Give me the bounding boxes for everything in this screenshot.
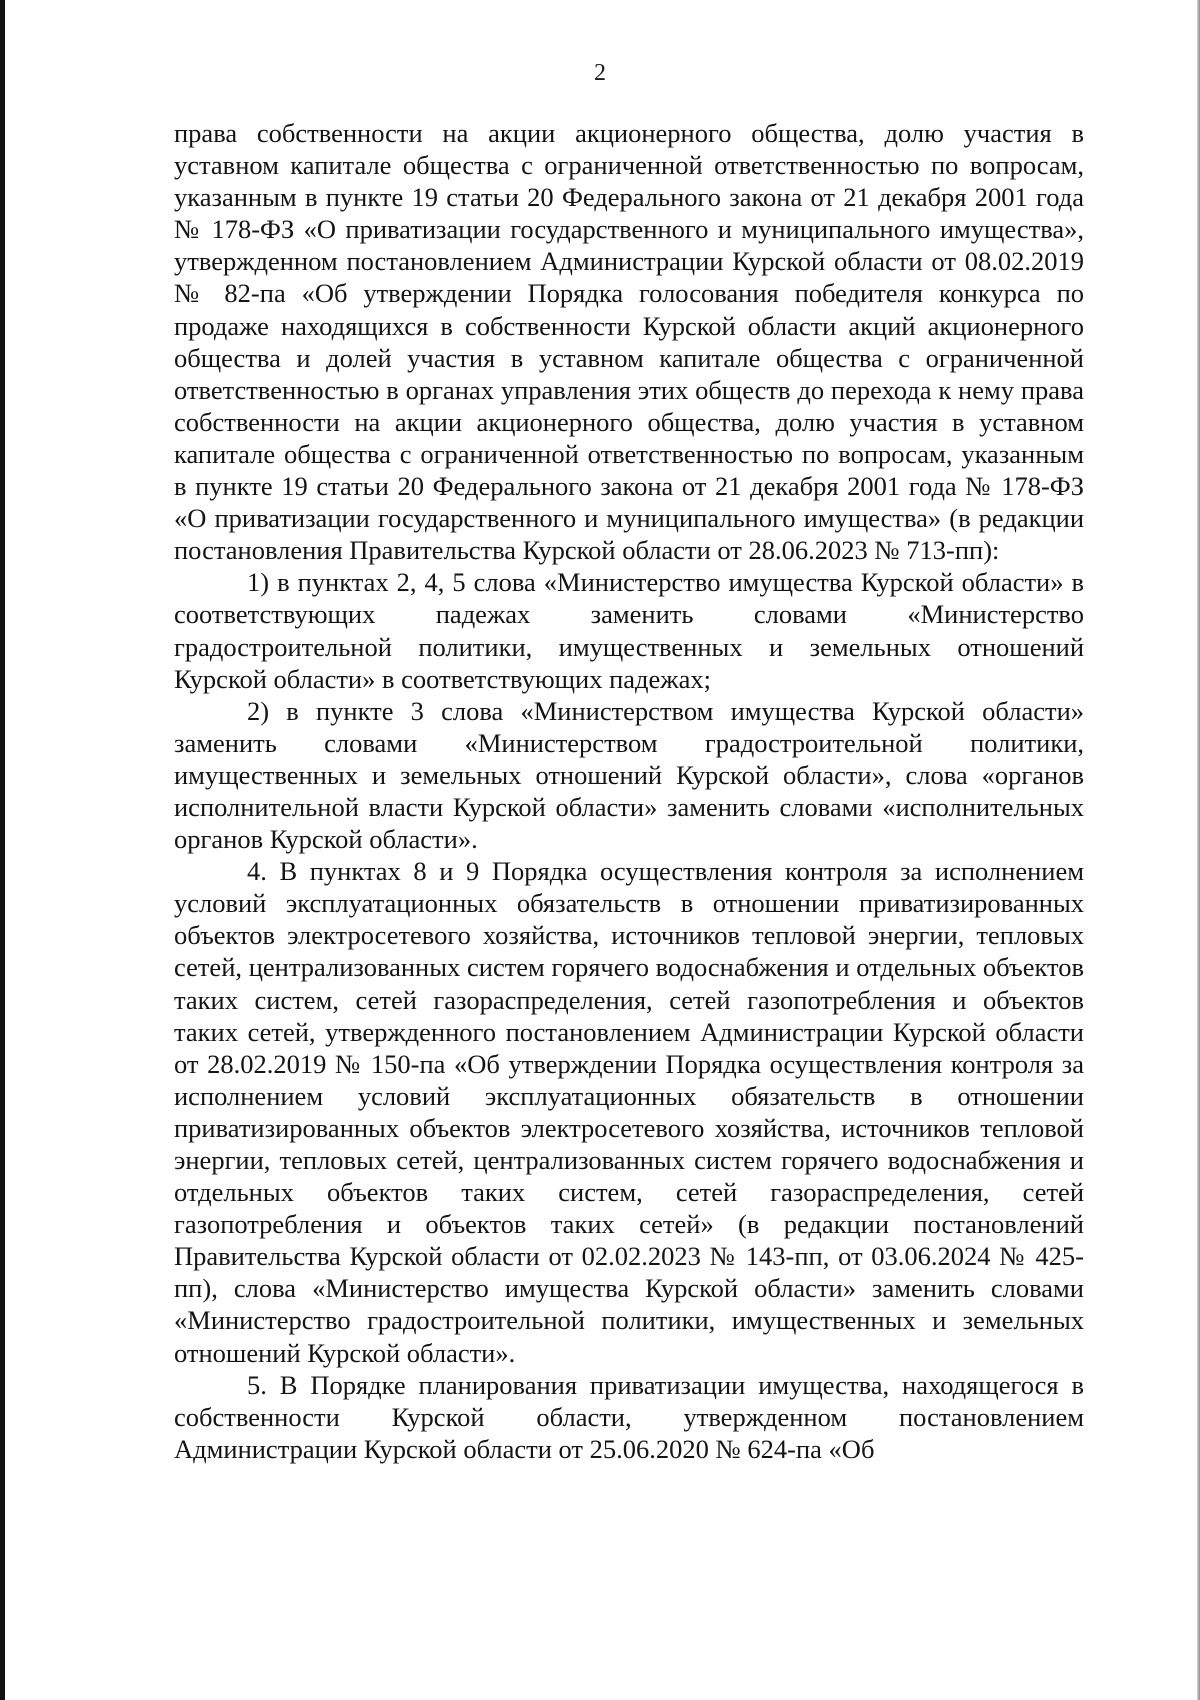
page-left-edge bbox=[0, 0, 5, 1700]
paragraph-section-5: 5. В Порядке планирования приватизации имущества, находящегося в собственности Курской области, утвержденном постановлением Администрации Курской области от 25.06.2020 № 624-па «Об bbox=[174, 1369, 1084, 1464]
document-body bbox=[174, 117, 1084, 1465]
paragraph-continuation: права собственности на акции акционерного общества, долю участия в уставном капитале общества с ограниченной ответственностью по вопросам, указанным в пункте 19 статьи 20 Федерального закона от 21 декабря 2001 года № 178-ФЗ «О приватизации государственного и муниципального имущества», утвержденном постановлением Администрации Курской области от 08.02.2019 № 82-па «Об утверждении Порядка голосования победителя конкурса по продаже находящихся в собственности Курской области акций акционерного общества и долей участия в уставном капитале общества с ограниченной ответственностью в органах управления этих обществ до перехода к нему права собственности на акции акционерного общества, долю участия в уставном капитале общества с ограниченной ответственностью по вопросам, указанным в пункте 19 статьи 20 Федерального закона от 21 декабря 2001 года № 178-ФЗ «О приватизации государственного и муниципального имущества» (в редакции постановления Правительства Курской области от 28.06.2023 № 713-пп): bbox=[174, 118, 1084, 566]
paragraph-section-4: 4. В пунктах 8 и 9 Порядка осуществления контроля за исполнением условий эксплуатационных обязательств в отношении приватизированных объектов электросетевого хозяйства, источников тепловой энергии, тепловых сетей, централизованных систем горячего водоснабжения и отдельных объектов таких систем, сетей газораспределения, сетей газопотребления и объектов таких сетей, утвержденного постановлением Администрации Курской области от 28.02.2019 № 150-па «Об утверждении Порядка осуществления контроля за исполнением условий эксплуатационных обязательств в отношении приватизированных объектов электросетевого хозяйства, источников тепловой энергии, тепловых сетей, централизованных систем горячего водоснабжения и отдельных объектов таких систем, сетей газораспределения, сетей газопотребления и объектов таких сетей» (в редакции постановлений Правительства Курской области от 02.02.2023 № 143-пп, от 03.06.2024 № 425-пп), слова «Министерство имущества Курской области» заменить словами «Министерство градостроительной политики, имущественных и земельных отношений Курской области». bbox=[174, 856, 1084, 1368]
paragraph-item-2: 2) в пункте 3 слова «Министерством имущества Курской области» заменить словами «Министерством градостроительной политики, имущественных и земельных отношений Курской области», слова «органов исполнительной власти Курской области» заменить словами «исполнительных органов Курской области». bbox=[174, 695, 1084, 855]
paragraph-item-1: 1) в пунктах 2, 4, 5 слова «Министерство имущества Курской области» в соответствующих падежах заменить словами «Министерство градостроительной политики, имущественных и земельных отношений Курской области» в соответствующих падежах; bbox=[174, 567, 1084, 694]
page-number: 2 bbox=[594, 60, 606, 86]
